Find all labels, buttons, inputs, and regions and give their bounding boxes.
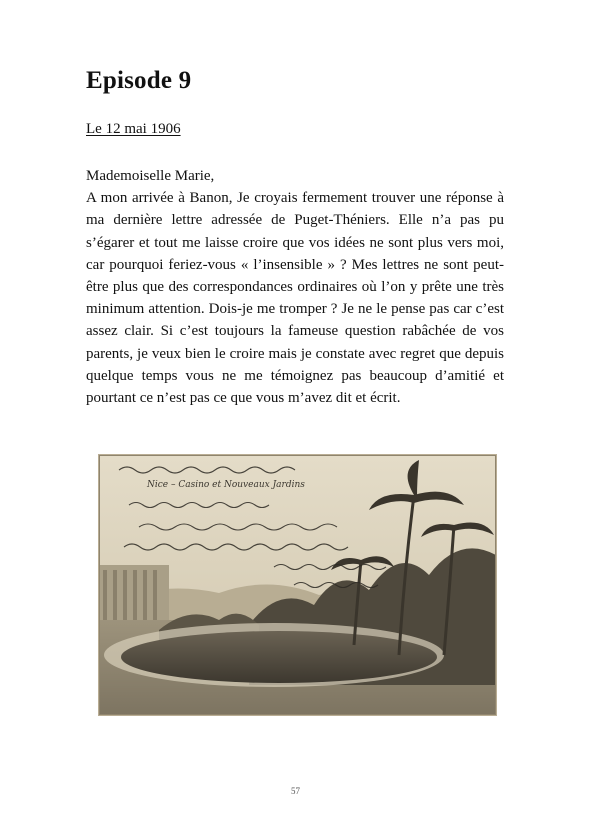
letter-paragraph: A mon arrivée à Banon, Je croyais fermement trouver une réponse à ma dernière lettre adressée de Puget-Théniers. Elle n’a pas pu s’égarer et tout me laisse croire que vos idées ne sont plus vers moi, car pourquoi feriez-vous « l’insensible » ? Mes lettres ne sont peut-être plus que des correspondances ordinaires où l’on y prête une très minimum attention. Dois-je me tromper ? Je ne le pense pas car c’est assez clair. Si c’est toujours la fameuse question rabâchée de vos parents, je veux bien le croire mais je constate avec regret que depuis quelque temps vous ne me témoignez pas beaucoup d’amitié et pourtant ce n’est pas ce que vous m’avez dit et écrit. <box>86 190 504 407</box>
postcard-caption: Nice – Casino et Nouveaux Jardins <box>147 480 305 490</box>
page-number: 57 <box>291 786 300 796</box>
letter-date: Le 12 mai 1906 <box>86 121 181 137</box>
episode-title: Episode 9 <box>86 67 192 94</box>
letter-body <box>86 165 504 409</box>
letter-salutation: Mademoiselle Marie, <box>86 168 215 184</box>
postcard-illustration <box>99 455 496 715</box>
postcard-image <box>99 455 496 715</box>
